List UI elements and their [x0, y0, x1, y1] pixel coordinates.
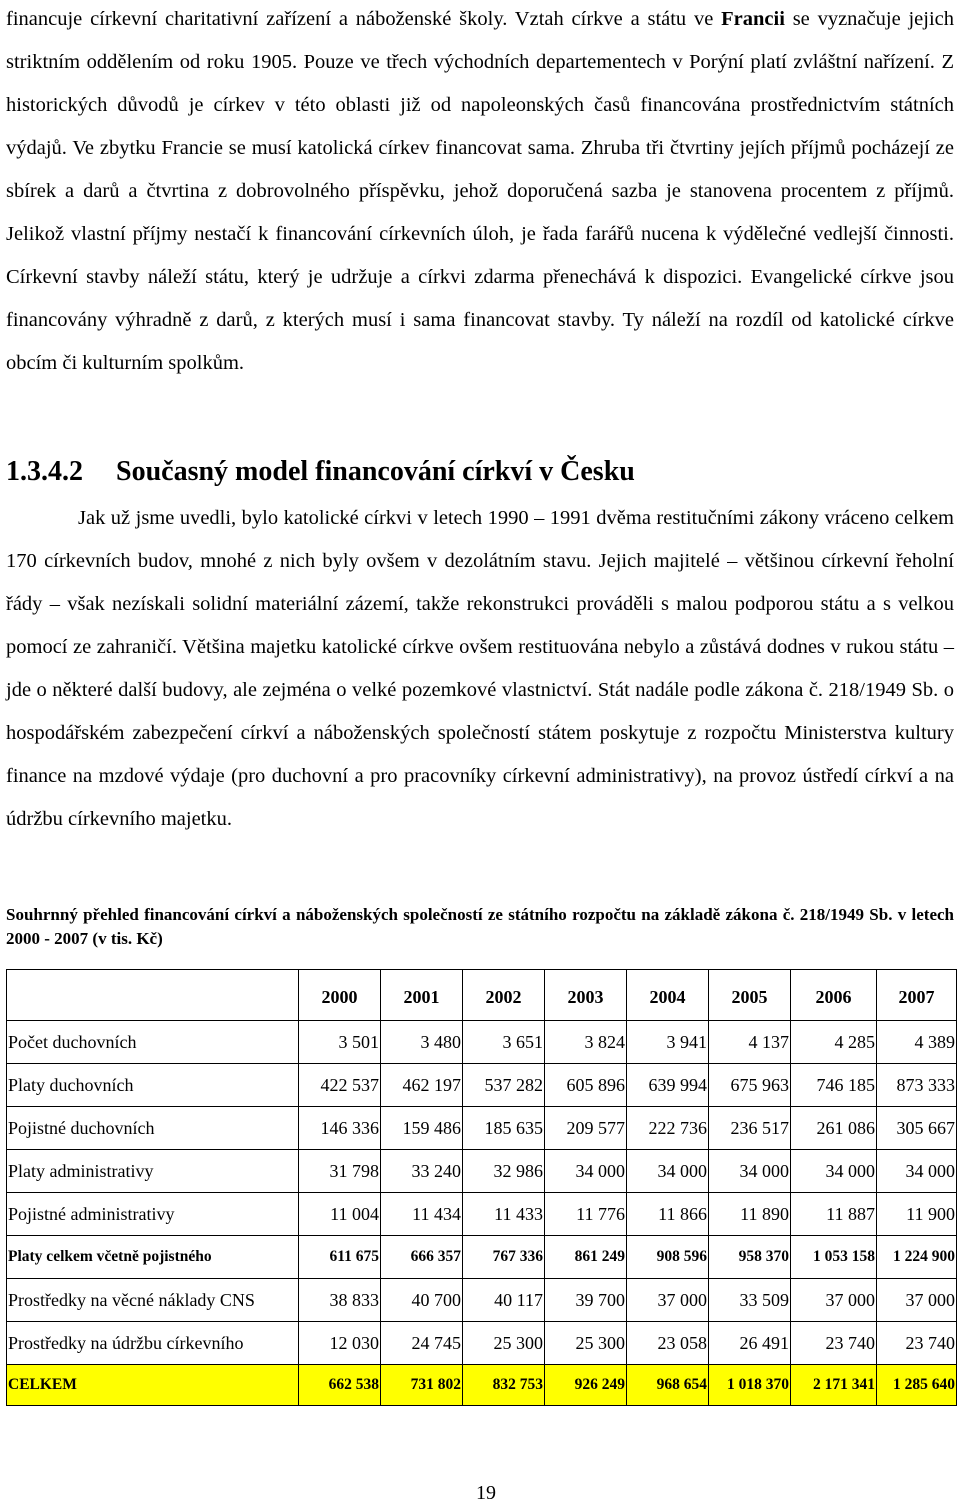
table-cell: 37 000 — [791, 1279, 877, 1322]
table-cell: 4 389 — [877, 1021, 957, 1064]
table-cell: 12 030 — [299, 1322, 381, 1365]
table-header-row — [7, 970, 957, 1021]
table-cell: 926 249 — [545, 1365, 627, 1406]
table-cell: 37 000 — [627, 1279, 709, 1322]
row-label: Prostředky na věcné náklady CNS — [7, 1279, 299, 1322]
intro-text-b: se vyznačuje jejich striktním oddělením od roku 1905. Pouze ve třech východních departementech v Porýní platí zvláštní nařízení. Z historických důvodů je církev v této oblasti již od napoleonských časů financována prostřednictvím státních výdajů. Ve zbytku Francie se musí katolická církev financovat sama. Zhruba tři čtvrtiny jejích příjmů pocházejí ze sbírek a darů a čtvrtina z dobrovolného příspěvku, jehož doporučená sazba je stanovena procentem z příjmů. Jelikož vlastní příjmy nestačí k financování církevních úloh, je řada farářů nucena k výdělečné vedlejší činnosti. Církevní stavby náleží státu, který je udržuje a církvi zdarma přenechává k dispozici. Evangelické církve jsou financovány výhradně z darů, z kterých musí i sama financovat stavby. Ty náleží na rozdíl od katolické církve obcím či kulturním spolkům. — [6, 8, 955, 374]
table-cell: 639 994 — [627, 1064, 709, 1107]
table-cell: 11 900 — [877, 1193, 957, 1236]
intro-paragraph — [6, 0, 954, 385]
table-cell: 861 249 — [545, 1236, 627, 1279]
table-cell: 40 117 — [463, 1279, 545, 1322]
table-cell: 3 824 — [545, 1021, 627, 1064]
table-cell: 33 509 — [709, 1279, 791, 1322]
table-cell: 462 197 — [381, 1064, 463, 1107]
year-header-2000: 2000 — [299, 970, 381, 1021]
table-cell: 23 740 — [791, 1322, 877, 1365]
section-title: Současný model financování církví v Česku — [116, 456, 635, 487]
table-cell: 968 654 — [627, 1365, 709, 1406]
table-cell: 662 538 — [299, 1365, 381, 1406]
table-cell: 11 890 — [709, 1193, 791, 1236]
table-cell: 3 651 — [463, 1021, 545, 1064]
table-cell: 26 491 — [709, 1322, 791, 1365]
table-cell: 222 736 — [627, 1107, 709, 1150]
table-row — [7, 1064, 957, 1107]
table-cell: 261 086 — [791, 1107, 877, 1150]
table-cell: 40 700 — [381, 1279, 463, 1322]
table-cell: 1 053 158 — [791, 1236, 877, 1279]
table-cell: 159 486 — [381, 1107, 463, 1150]
header-empty-cell — [7, 970, 299, 1021]
row-label: Pojistné duchovních — [7, 1107, 299, 1150]
table-cell: 958 370 — [709, 1236, 791, 1279]
table-cell: 34 000 — [791, 1150, 877, 1193]
table-cell: 1 285 640 — [877, 1365, 957, 1406]
table-cell: 1 018 370 — [709, 1365, 791, 1406]
table-cell: 11 866 — [627, 1193, 709, 1236]
table-cell: 746 185 — [791, 1064, 877, 1107]
section-heading — [6, 452, 954, 492]
table-cell: 11 433 — [463, 1193, 545, 1236]
table-row — [7, 1365, 957, 1406]
table-cell: 11 004 — [299, 1193, 381, 1236]
table-caption: Souhrnný přehled financování církví a náboženských společností ze státního rozpočtu na základě zákona č. 218/1949 Sb. v letech 2000 - 2007 (v tis. Kč) — [6, 905, 954, 948]
table-cell: 146 336 — [299, 1107, 381, 1150]
table-cell: 34 000 — [709, 1150, 791, 1193]
table-cell: 11 887 — [791, 1193, 877, 1236]
table-cell: 4 285 — [791, 1021, 877, 1064]
intro-text-a: financuje církevní charitativní zařízení a náboženské školy. Vztah církve a státu ve — [6, 8, 722, 30]
table-cell: 832 753 — [463, 1365, 545, 1406]
table-cell: 611 675 — [299, 1236, 381, 1279]
row-label: Počet duchovních — [7, 1021, 299, 1064]
table-cell: 3 501 — [299, 1021, 381, 1064]
table-row — [7, 1150, 957, 1193]
table-row — [7, 1322, 957, 1365]
table-cell: 675 963 — [709, 1064, 791, 1107]
year-header-2001: 2001 — [381, 970, 463, 1021]
table-cell: 422 537 — [299, 1064, 381, 1107]
table-body — [7, 1021, 957, 1406]
table-row — [7, 1107, 957, 1150]
table-cell: 37 000 — [877, 1279, 957, 1322]
table-cell: 767 336 — [463, 1236, 545, 1279]
row-label: Pojistné administrativy — [7, 1193, 299, 1236]
year-header-2004: 2004 — [627, 970, 709, 1021]
table-cell: 34 000 — [545, 1150, 627, 1193]
row-label: Prostředky na údržbu církevního — [7, 1322, 299, 1365]
table-cell: 23 058 — [627, 1322, 709, 1365]
table-row — [7, 1279, 957, 1322]
row-label: Platy duchovních — [7, 1064, 299, 1107]
year-header-2002: 2002 — [463, 970, 545, 1021]
year-header-2003: 2003 — [545, 970, 627, 1021]
table-cell: 38 833 — [299, 1279, 381, 1322]
row-label: Platy celkem včetně pojistného — [7, 1236, 299, 1279]
table-cell: 873 333 — [877, 1064, 957, 1107]
table-cell: 25 300 — [463, 1322, 545, 1365]
section-number: 1.3.4.2 — [6, 456, 83, 487]
table-cell: 236 517 — [709, 1107, 791, 1150]
table-cell: 666 357 — [381, 1236, 463, 1279]
table-cell: 1 224 900 — [877, 1236, 957, 1279]
table-cell: 34 000 — [627, 1150, 709, 1193]
table-cell: 33 240 — [381, 1150, 463, 1193]
table-cell: 32 986 — [463, 1150, 545, 1193]
table-cell: 23 740 — [877, 1322, 957, 1365]
table-cell: 908 596 — [627, 1236, 709, 1279]
year-header-2007: 2007 — [877, 970, 957, 1021]
table-cell: 39 700 — [545, 1279, 627, 1322]
table-cell: 31 798 — [299, 1150, 381, 1193]
table-cell: 185 635 — [463, 1107, 545, 1150]
table-row — [7, 1193, 957, 1236]
table-cell: 605 896 — [545, 1064, 627, 1107]
row-label: CELKEM — [7, 1365, 299, 1406]
table-cell: 4 137 — [709, 1021, 791, 1064]
row-label: Platy administrativy — [7, 1150, 299, 1193]
table-cell: 537 282 — [463, 1064, 545, 1107]
section-paragraph: Jak už jsme uvedli, bylo katolické církvi v letech 1990 – 1991 dvěma restitučními zákony vráceno celkem 170 církevních budov, mnohé z nich byly ovšem v dezolátním stavu. Jejich majitelé – většinou církevní řeholní řády – však nezískali solidní materiální zázemí, takže rekonstrukci prováděli s malou podporou státu a s velkou pomocí ze zahraničí. Většina majetku katolické církve ovšem restituována nebylo a zůstává dodnes v rukou státu – jde o některé další budovy, ale zejména o velké pozemkové vlastnictví. Stát nadále podle zákona č. 218/1949 Sb. o hospodářském zabezpečení církví a náboženských společností státem poskytuje z rozpočtu Ministerstva kultury finance na mzdové výdaje (pro duchovní a pro pracovníky církevní administrativy), na provoz ústředí církví a na údržbu církevního majetku. — [6, 507, 954, 830]
page-number: 19 — [476, 1482, 496, 1504]
table-cell: 11 434 — [381, 1193, 463, 1236]
intro-text-bold: Francii — [721, 8, 785, 30]
table-row — [7, 1021, 957, 1064]
financing-table — [6, 969, 957, 1406]
table-cell: 24 745 — [381, 1322, 463, 1365]
year-header-2005: 2005 — [709, 970, 791, 1021]
table-cell: 731 802 — [381, 1365, 463, 1406]
table-cell: 34 000 — [877, 1150, 957, 1193]
table-cell: 305 667 — [877, 1107, 957, 1150]
table-cell: 2 171 341 — [791, 1365, 877, 1406]
table-cell: 3 941 — [627, 1021, 709, 1064]
table-cell: 11 776 — [545, 1193, 627, 1236]
year-header-2006: 2006 — [791, 970, 877, 1021]
table-row — [7, 1236, 957, 1279]
table-cell: 3 480 — [381, 1021, 463, 1064]
table-cell: 25 300 — [545, 1322, 627, 1365]
table-cell: 209 577 — [545, 1107, 627, 1150]
